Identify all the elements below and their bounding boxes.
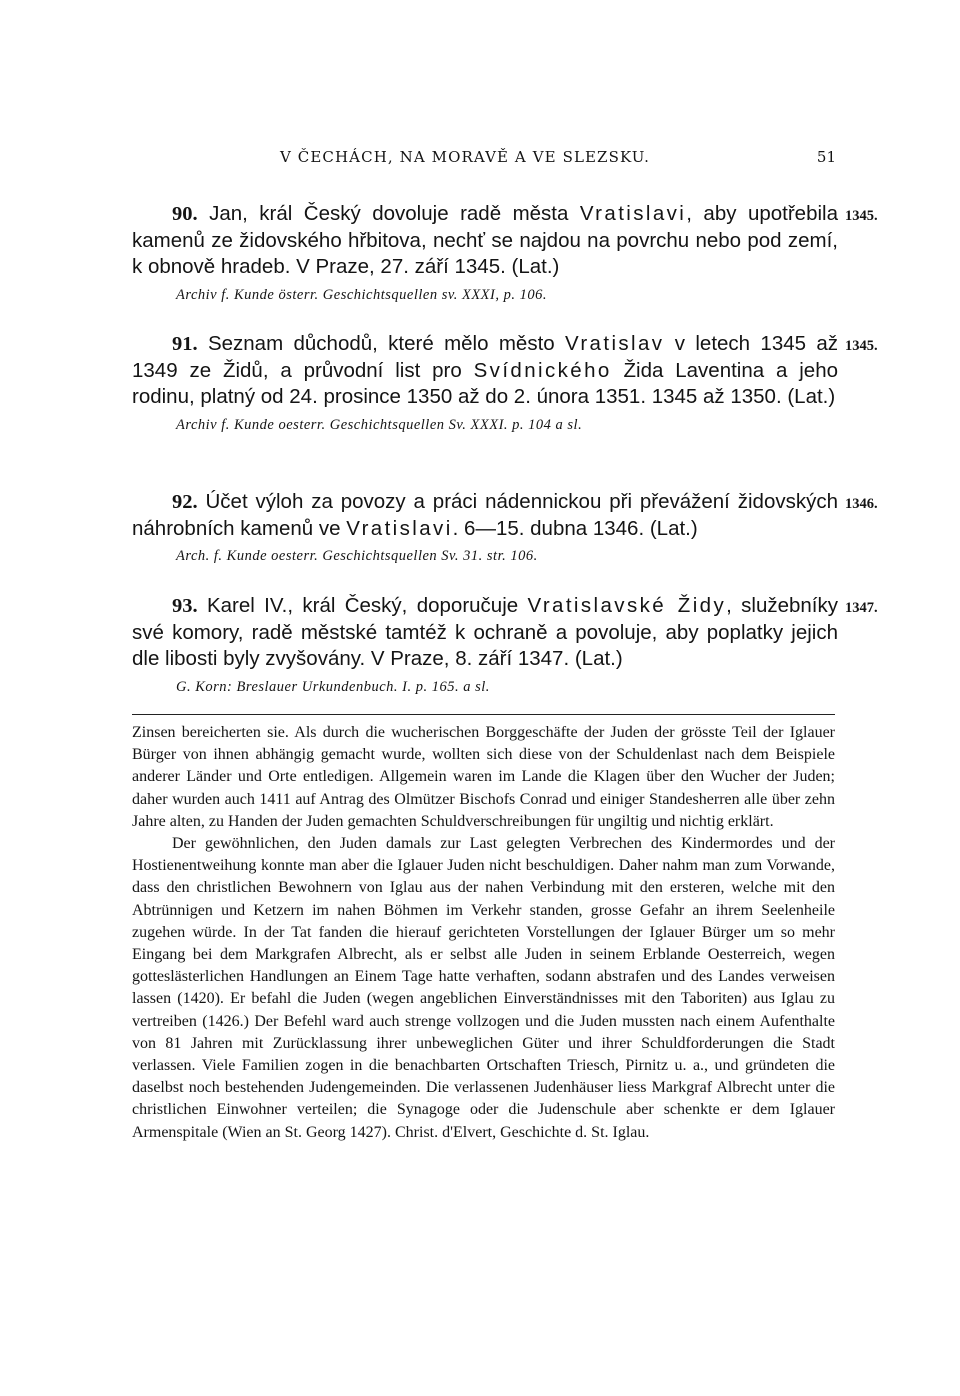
place-name: Vratislavi: [579, 202, 687, 225]
entry-number: 90.: [172, 203, 198, 225]
entry-text: 92. Účet výloh za povozy a práci nádennickou při převážení židovských náhrobních kamenů ve Vratislavi. 6—15. dubna 1346. (Lat.): [132, 490, 838, 540]
entry-year: 1345.: [845, 208, 878, 224]
place-name: Vratislav: [565, 332, 665, 355]
page-number: 51: [816, 148, 836, 166]
footnote-paragraph: Der gewöhnlichen, den Juden damals zur Last gelegten Verbrechen des Kindermordes und der Hostienentweihung konnte man aber die Iglauer Juden nicht beschuldigen. Daher nahm man zum Vorwande, dass den christlichen Bewohnern von Iglau aus der nahen Verbindung mit den ersteren, welche mit den Abtrünnigen und Ketzern im nahen Böhmen im Verkehr standen, grosse Gefahr an ihrem Seelenheile zugehen würde. In der Tat fanden die hierauf gerichteten Vorstellungen der Iglauer Bürger um so mehr Eingang bei dem Markgrafen Albrecht, als er selbst alle Juden in seinem Erblande Oesterreich, wegen gotteslästerlichen Handlungen an Einem Tage hatte verhaften, sodann abstrafen und des Landes verweisen lassen (1420). Er befahl die Juden (wegen angeblichen Einverständnisses mit den Taboriten) aus Iglau zu vertreiben (1426.) Der Befehl ward auch strenge vollzogen und die Juden mussten nach einem Aufenthalte von 81 Jahren mit Zurücklassung ihrer unbeweglichen Güter und ihrer Schuldforderungen die Stadt verlassen. Viele Familien zogen in die benachbarten Ortschaften Triesch, Pirnitz u. a., und gründeten die daselbst noch bestehenden Judengemeinden. Die verlassenen Judenhäuser liess Markgraf Albrecht unter die christlichen Einwohner verteilen; die Synagoge oder die Judenschule aber schenkte er dem Iglauer Armenspitale (Wien an St. Georg 1427). Christ. d'Elvert, Geschichte d. St. Iglau.: [132, 835, 835, 1141]
entry-text: 91. Seznam důchodů, které mělo město Vratislav v letech 1345 až 1349 ze Židů, a průvodní list pro Svídnického Žida Laventina a jeho rodinu, platný od 24. prosince 1350 až do 2. února 1351. 1345 až 1350. (Lat.): [132, 332, 839, 408]
footnote-paragraph: Zinsen bereicherten sie. Als durch die wucherischen Borggeschäfte der Juden der grösste Teil der Iglauer Bürger von ihnen abhängig gemacht wurde, wollten sich diese von der Schuldenlast nach dem Beispiele anderer Länder und Orte entledigen. Allgemein waren im Lande die Klagen über den Wucher der Juden; daher wurden auch 1411 auf Antrag des Olmützer Bischofs Conrad und einiger Standesherren alle über zehn Jahre alten, zu Handen der Juden gemachten Schuldverschreibungen für ungiltig und nichtig erklärt.: [132, 724, 835, 830]
entry-number: 93.: [172, 595, 198, 617]
entry-source: Archiv f. Kunde österr. Geschichtsquellen sv. XXXI, p. 106.: [176, 286, 547, 303]
place-name: Vratislavi: [346, 516, 453, 540]
entry-year: 1346.: [845, 496, 878, 512]
footnotes: [132, 722, 835, 1144]
entry-text: 90. Jan, král Český dovoluje radě města Vratislavi, aby upotřebila kamenů ze židovského hřbitova, nechť se najdou na povrchu nebo pod zemí, k obnově hradeb. V Praze, 27. září 1345. (Lat.): [132, 202, 838, 278]
entry-number: 91.: [172, 333, 198, 355]
entry-source: Archiv f. Kunde oesterr. Geschichtsquellen Sv. XXXI. p. 104 a sl.: [176, 416, 583, 433]
entry-93: [132, 593, 838, 696]
footnote-divider: [132, 714, 835, 715]
entry-92: [132, 489, 838, 565]
entry-90: [132, 201, 838, 304]
place-name: Svídnického: [473, 358, 612, 382]
entry-source: Arch. f. Kunde oesterr. Geschichtsquellen Sv. 31. str. 106.: [176, 548, 538, 564]
running-header: [130, 148, 836, 172]
entry-number: 92.: [172, 491, 198, 513]
entry-year: 1345.: [845, 338, 878, 354]
running-title: V ČECHÁCH, NA MORAVĚ A VE SLEZSKU.: [280, 148, 650, 166]
entry-91: [132, 331, 838, 434]
entry-source: G. Korn: Breslauer Urkundenbuch. I. p. 165. a sl.: [176, 678, 490, 695]
entry-year: 1347.: [845, 600, 878, 616]
entry-text: 93. Karel IV., král Český, doporučuje Vratislavské Židy, služebníky své komory, radě městské tamtéž k ochraně a povoluje, aby poplatky jejich dle libosti byly zvyšovány. V Praze, 8. září 1347. (Lat.): [132, 594, 838, 670]
place-name: Vratislavské Židy: [527, 594, 727, 617]
